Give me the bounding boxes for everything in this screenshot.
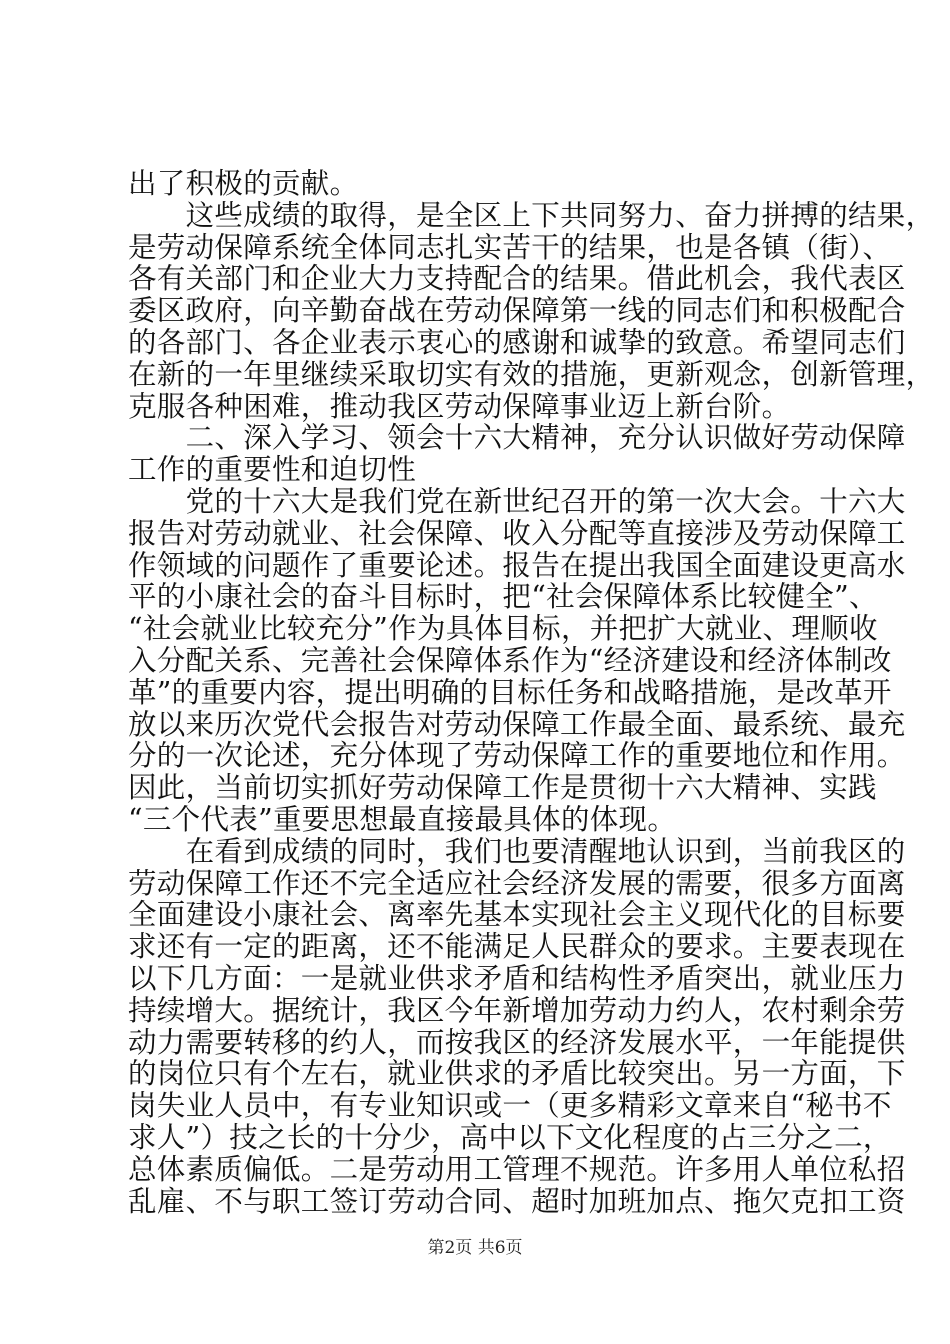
- page-footer: 第2页 共6页: [427, 1238, 523, 1258]
- text-line: 持续增大。据统计，我区今年新增加劳动力约人，农村剩余劳: [128, 993, 906, 1027]
- text-line: 求还有一定的距离，还不能满足人民群众的要求。主要表现在: [128, 930, 906, 964]
- text-line: 委区政府，向辛勤奋战在劳动保障第一线的同志们和积极配合: [128, 294, 906, 328]
- text-line: 平的小康社会的奋斗目标时，把“社会保障体系比较健全”、: [128, 580, 878, 614]
- text-line: 各有关部门和企业大力支持配合的结果。借此机会，我代表区: [128, 262, 906, 296]
- text-line: 二、深入学习、领会十六大精神，充分认识做好劳动保障: [128, 421, 906, 455]
- text-line: 入分配关系、完善社会保障体系作为“经济建设和经济体制改: [128, 643, 892, 677]
- text-line: 作领域的问题作了重要论述。报告在提出我国全面建设更高水: [128, 548, 906, 582]
- text-line: 因此，当前切实抓好劳动保障工作是贯彻十六大精神、实践: [128, 771, 877, 805]
- text-line: 是劳动保障系统全体同志扎实苦干的结果，也是各镇（街）、: [128, 230, 892, 264]
- text-line: 劳动保障工作还不完全适应社会经济发展的需要，很多方面离: [128, 866, 906, 900]
- text-line: 在新的一年里继续采取切实有效的措施，更新观念，创新管理，: [128, 357, 935, 391]
- text-line: 全面建设小康社会、离率先基本实现社会主义现代化的目标要: [128, 898, 906, 932]
- text-line: 的岗位只有个左右，就业供求的矛盾比较突出。另一方面，下: [128, 1057, 906, 1091]
- text-line: 分的一次论述，充分体现了劳动保障工作的重要地位和作用。: [128, 739, 906, 773]
- text-line: “三个代表”重要思想最直接最具体的体现。: [128, 802, 677, 836]
- text-line: 以下几方面：一是就业供求矛盾和结构性矛盾突出，就业压力: [128, 961, 906, 995]
- text-line: 这些成绩的取得，是全区上下共同努力、奋力拼搏的结果，: [128, 198, 935, 232]
- text-line: 的各部门、各企业表示衷心的感谢和诚挚的致意。希望同志们: [128, 325, 906, 359]
- text-line: “社会就业比较充分”作为具体目标，并把扩大就业、理顺收: [128, 612, 878, 646]
- text-line: 总体素质偏低。二是劳动用工管理不规范。许多用人单位私招: [128, 1152, 906, 1186]
- text-line: 出了积极的贡献。: [128, 167, 359, 200]
- text-line: 革”的重要内容，提出明确的目标任务和战略措施，是改革开: [128, 675, 892, 709]
- text-line: 报告对劳动就业、社会保障、收入分配等直接涉及劳动保障工: [128, 516, 906, 550]
- body-text: [128, 167, 935, 1218]
- text-line: 岗失业人员中，有专业知识或一（更多精彩文章来自“秘书不: [128, 1089, 892, 1123]
- text-line: 动力需要转移的约人，而按我区的经济发展水平，一年能提供: [128, 1025, 906, 1059]
- text-line: 放以来历次党代会报告对劳动保障工作最全面、最系统、最充: [128, 707, 906, 741]
- text-line: 在看到成绩的同时，我们也要清醒地认识到，当前我区的: [128, 834, 906, 868]
- text-line: 工作的重要性和迫切性: [128, 453, 417, 487]
- text-line: 求人”）技之长的十分少，高中以下文化程度的占三分之二，: [128, 1120, 892, 1154]
- text-line: 克服各种困难，推动我区劳动保障事业迈上新台阶。: [128, 389, 791, 423]
- text-line: 党的十六大是我们党在新世纪召开的第一次大会。十六大: [128, 484, 906, 518]
- text-line: 乱雇、不与职工签订劳动合同、超时加班加点、拖欠克扣工资: [128, 1184, 906, 1218]
